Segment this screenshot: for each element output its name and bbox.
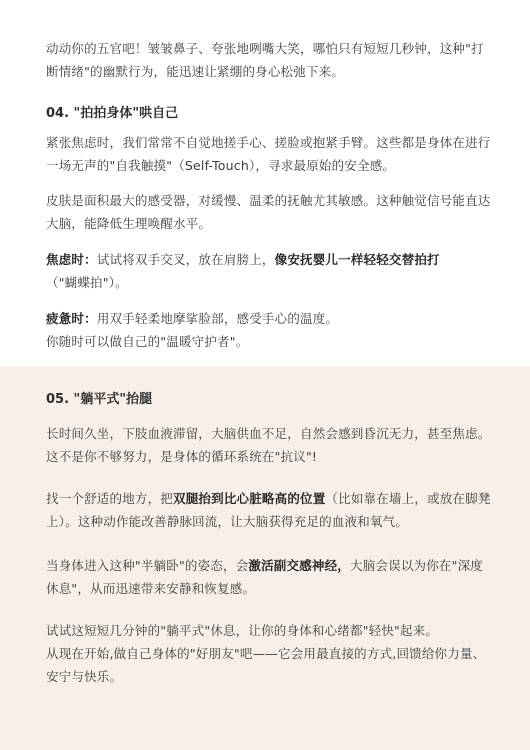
legs-paragraph-2 [46,487,491,533]
legs-paragraph-2-end: （比如靠在墙上，或放在脚凳上）。这种动作能改善静脉回流，让大脑获得充足的血液和氧气。 [46,491,491,529]
top-section [0,0,530,366]
legs-paragraph-3 [46,554,491,600]
anxious-bold: 像安抚婴儿一样轻轻交替拍打 [274,252,440,267]
closing-paragraph: 从现在开始,做自己身体的"好朋友"吧——它会用最直接的方式,回馈给你力量、安宁与快乐。 [46,646,486,684]
legs-paragraph-3-bold: 激活副交感神经， [248,558,351,573]
tired-text: 用双手轻柔地摩挲脸部，感受手心的温度。 [96,311,339,326]
legs-paragraph-2-bold: 双腿抬到比心脏略高的位置 [173,491,326,506]
touch-paragraph-2: 皮肤是面积最大的感受器，对缓慢、温柔的抚触尤其敏感。这种触觉信号能直达大脑，能降低生理唤醒水平。 [46,193,491,231]
tired-label: 疲惫时： [46,311,97,326]
legs-paragraph-4: 试试这短短几分钟的"躺平式"休息，让你的身体和心绪都"轻快"起来。 [46,623,439,638]
legs-paragraph-1: 长时间久坐，下肢血液滞留，大脑供血不足，自然会感到昏沉无力，甚至焦虑。这不是你不够努力，是身体的循环系统在"抗议"! [46,426,491,464]
touch-paragraph-1: 紧张焦虑时，我们常常不自觉地搓手心、搓脸或抱紧手臂。这些都是身体在进行一场无声的"自我触摸"（Self-Touch），寻求最原始的安全感。 [46,135,491,173]
anxious-label: 焦虑时： [46,252,97,267]
legs-paragraph-2-start: 找一个舒适的地方，把 [46,491,174,506]
bottom-section [0,366,530,750]
heading-04: 04. "拍拍身体"哄自己 [46,106,179,121]
intro-paragraph: 动动你的五官吧！皱皱鼻子、夸张地咧嘴大笑，哪怕只有短短几秒钟，这种"打断情绪"的幽默行为，能迅速让紧绷的身心松弛下来。 [46,41,484,79]
tired-paragraph [46,307,491,353]
anxious-text: 试试将双手交叉，放在肩膀上， [96,252,275,267]
legs-paragraph-3-start: 当身体进入这种"半躺卧"的姿态，会 [46,558,249,573]
anxious-tail: （"蝴蝶拍"）。 [46,275,128,290]
legs-paragraph-3-end: 大脑会误以为你在"深度休息"，从而迅速带来安静和恢复感。 [46,558,483,596]
heading-05: 05. "躺平式"抬腿 [46,392,153,407]
anxious-paragraph [46,248,491,294]
tired-tail: 你随时可以做自己的"温暖守护者"。 [46,334,249,349]
